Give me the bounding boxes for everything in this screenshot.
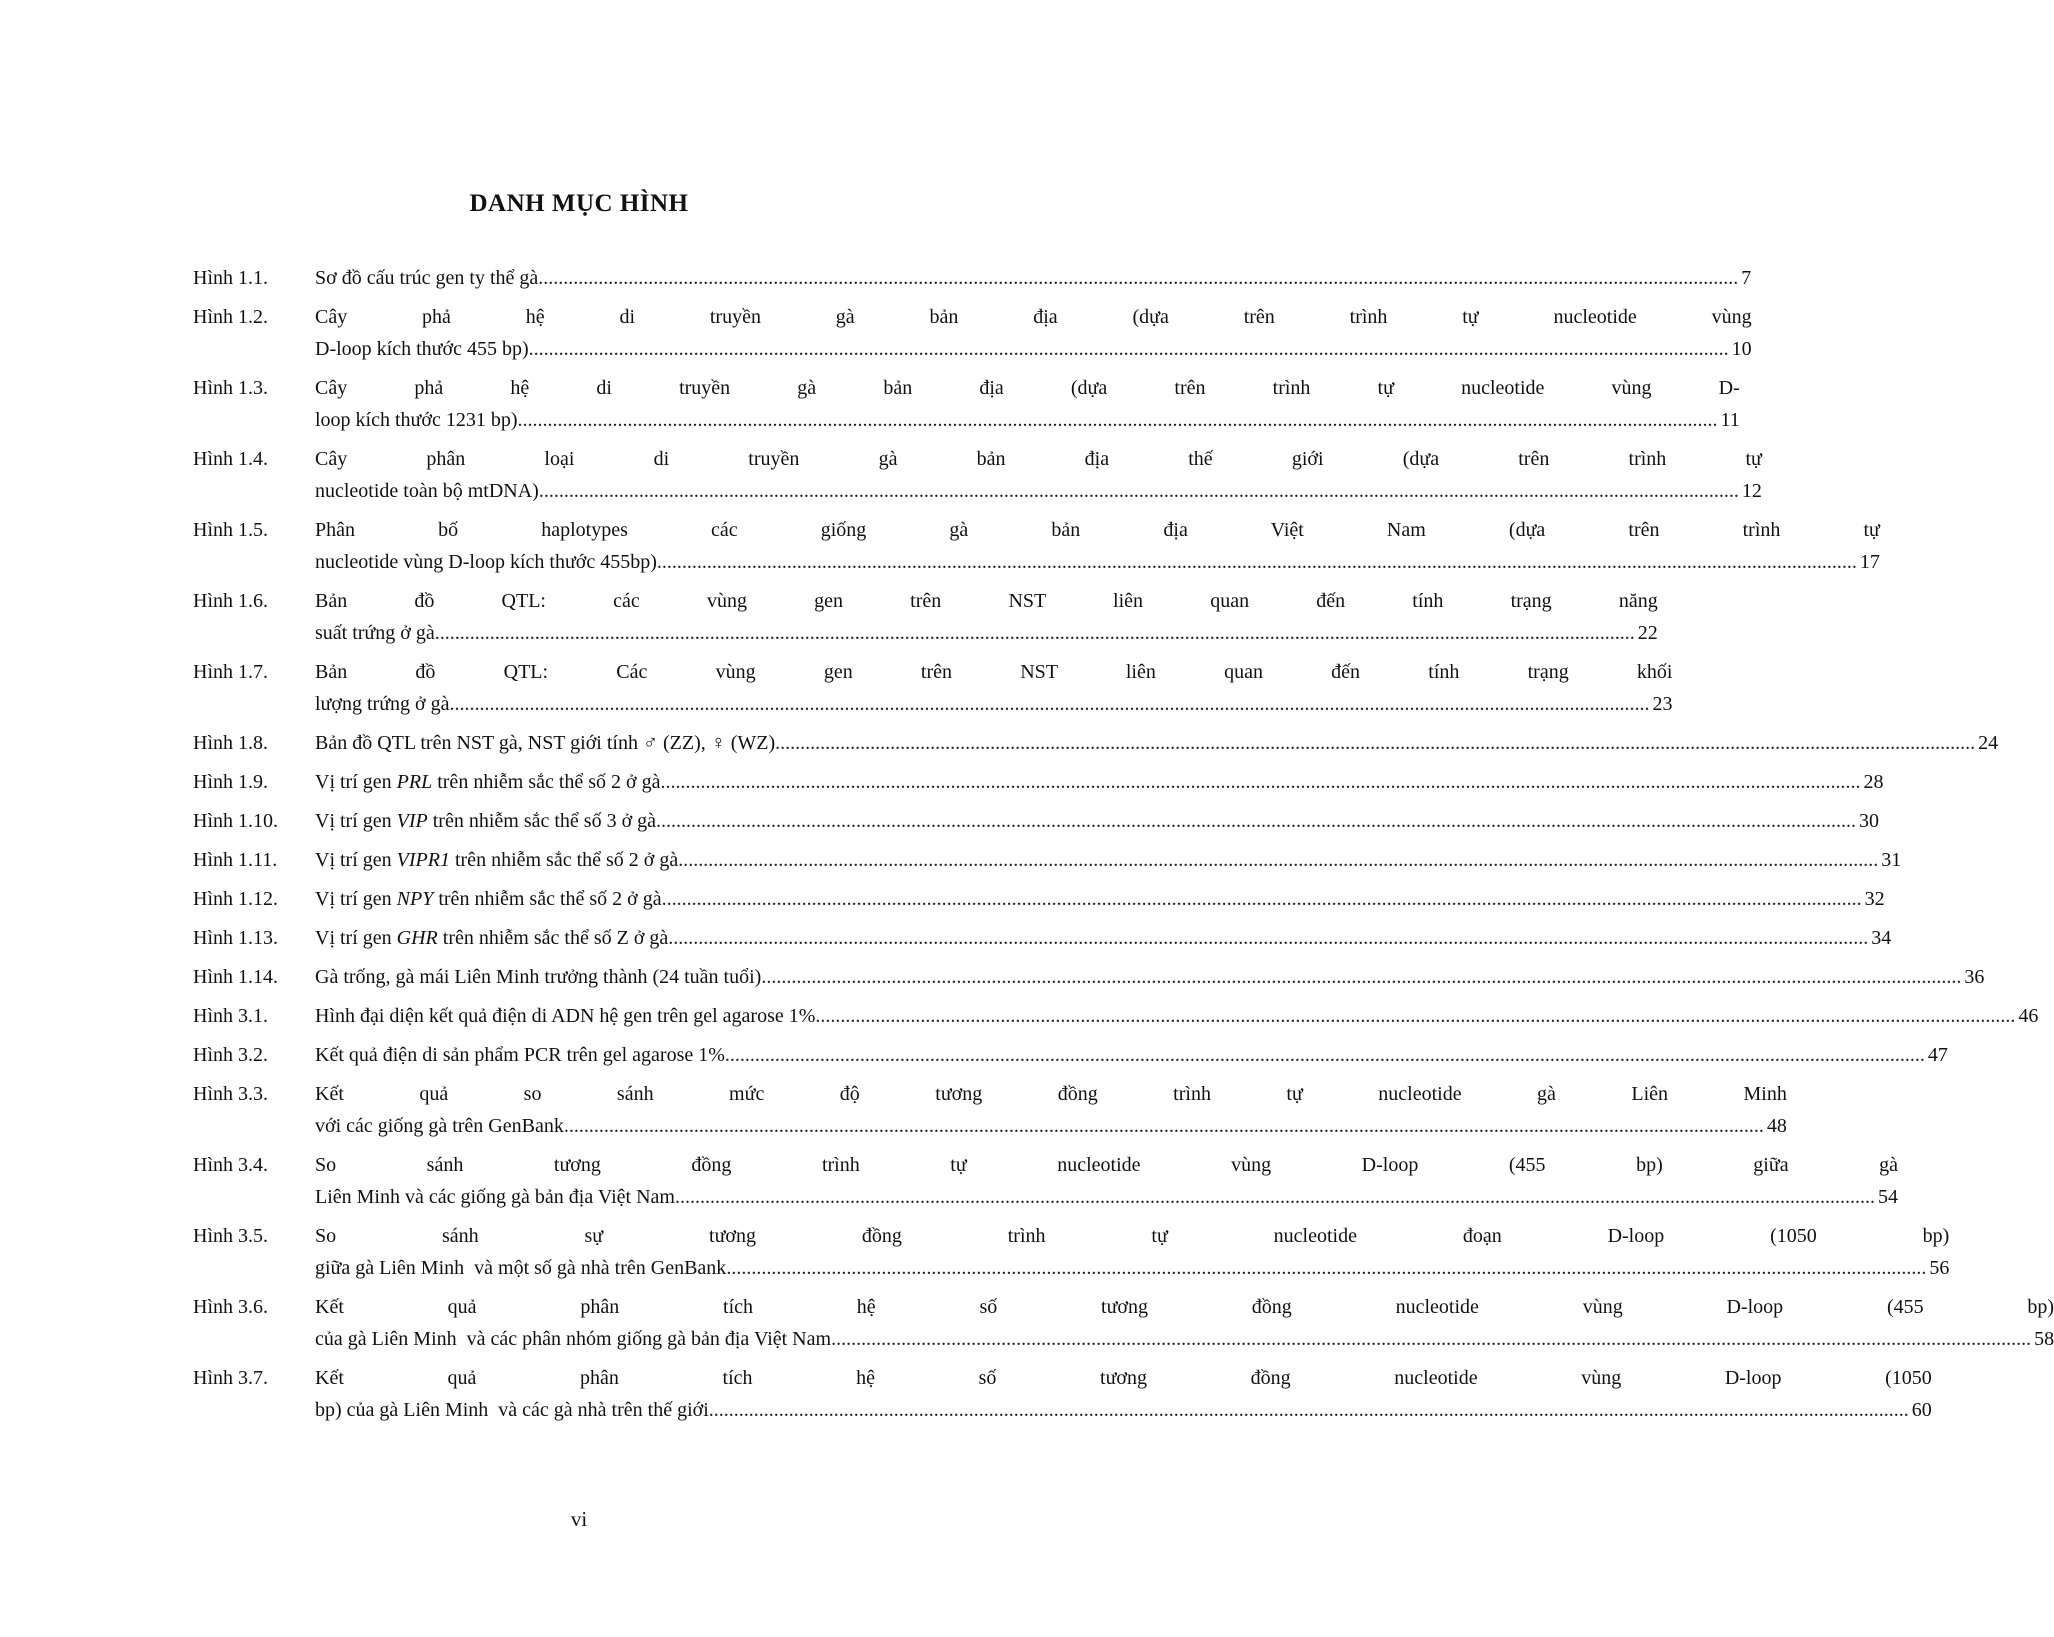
caption-last-line [315,883,1885,915]
dot-leader [678,844,1878,876]
caption-text [315,727,775,759]
figure-caption [315,262,1751,294]
figure-label: Hình 1.8. [193,732,268,754]
figure-caption [315,727,1998,759]
caption-segment: trên nhiễm sắc thể số 2 ở gà [432,771,661,793]
figure-label: Hình 1.2. [193,306,268,328]
figure-label: Hình 1.11. [193,849,278,871]
page-ref: 48 [1766,1115,1787,1137]
caption-segment: Sơ đồ cấu trúc gen ty thể gà [315,267,539,289]
figure-caption [315,372,1740,436]
page-ref: 10 [1731,338,1752,360]
caption-segment: giữa gà Liên Minh và một số gà nhà trên GenBank [315,1257,727,1279]
figure-entry[interactable] [193,1149,1898,1213]
caption-text [315,546,657,578]
page-ref: 24 [1978,732,1999,754]
dot-leader [675,1181,1875,1213]
figure-caption [315,585,1658,649]
page-ref: 28 [1863,771,1884,793]
page-ref: 7 [1741,267,1752,289]
figure-label: Hình 1.12. [193,888,278,910]
figure-label: Hình 1.4. [193,448,268,470]
caption-text [315,333,529,365]
caption-last-line [315,805,1879,837]
figure-caption [315,883,1885,915]
gene-name: VIP [396,810,428,832]
caption-text [315,617,435,649]
page-ref: 17 [1859,551,1880,573]
figure-caption [315,1039,1948,1071]
dot-leader [709,1394,1909,1426]
figure-label: Hình 1.7. [193,661,268,683]
figure-entry[interactable] [193,1000,2039,1032]
figure-entry[interactable] [193,443,1762,507]
caption-line: Cây phả hệ di truyền gà bản địa (dựa trên trình tự nucleotide vùng D- [315,377,1740,399]
caption-line: Bản đồ QTL: Các vùng gen trên NST liên quan đến tính trạng khối [315,661,1673,683]
figure-label: Hình 3.4. [193,1154,268,1176]
dot-leader [726,1252,1926,1284]
caption-segment: Liên Minh và các giống gà bản địa Việt Nam [315,1186,675,1208]
page-ref: 47 [1927,1044,1948,1066]
figure-caption [315,1000,2038,1032]
figure-label: Hình 1.14. [193,966,278,988]
figure-caption [315,1078,1787,1142]
dot-leader [775,727,1975,759]
caption-segment: suất trứng ở gà [315,622,435,644]
figure-entry[interactable] [193,1291,2054,1355]
caption-last-line [315,1110,1787,1142]
page-number: vi [570,1507,588,1531]
caption-last-line [315,333,1752,365]
caption-text [315,688,449,720]
dot-leader [529,333,1729,365]
figure-label: Hình 3.1. [193,1005,268,1027]
page-ref: 32 [1864,888,1885,910]
figure-entry[interactable] [193,585,1658,649]
figure-caption [315,1362,1932,1426]
caption-segment: Vị trí gen [315,888,397,910]
gene-name: NPY [396,888,434,910]
figure-caption [315,1220,1949,1284]
figure-entry[interactable] [193,656,1673,720]
dot-leader [831,1323,2031,1355]
caption-line: So sánh sự tương đồng trình tự nucleotide đoạn D-loop (1050 bp) [315,1225,1950,1247]
dot-leader [668,922,1868,954]
figure-entry[interactable] [193,1362,1932,1426]
figure-entry[interactable] [193,1078,1787,1142]
figure-caption [315,805,1879,837]
figure-caption [315,443,1762,507]
page-title: DANH MỤC HÌNH [469,190,689,217]
figure-label: Hình 1.1. [193,267,268,289]
caption-last-line [315,617,1658,649]
figure-entry[interactable] [193,262,1752,294]
gene-name: VIPR1 [396,849,450,871]
caption-text [315,1000,815,1032]
figure-label: Hình 3.7. [193,1367,268,1389]
dot-leader [656,805,1856,837]
caption-last-line [315,922,1891,954]
dot-leader [539,475,1739,507]
page-ref: 31 [1881,849,1902,871]
figure-label: Hình 3.6. [193,1296,268,1318]
figure-list [193,262,2054,1433]
caption-segment: Vị trí gen [315,927,397,949]
caption-segment: nucleotide vùng D-loop kích thước 455bp) [315,551,657,573]
dot-leader [661,766,1861,798]
figure-label: Hình 3.3. [193,1083,268,1105]
figure-caption [315,656,1672,720]
caption-segment: trên nhiễm sắc thể số 2 ở gà [449,849,679,871]
figure-entry[interactable] [193,766,1884,798]
figure-entry[interactable] [193,922,1892,954]
dot-leader [435,617,1635,649]
dot-leader [449,688,1649,720]
caption-line: Bản đồ QTL: các vùng gen trên NST liên quan đến tính trạng năng [315,590,1658,612]
caption-text [315,1110,564,1142]
caption-text [315,922,668,954]
figure-entry[interactable] [193,805,1880,837]
caption-last-line [315,1039,1948,1071]
figure-entry[interactable] [193,1039,1948,1071]
caption-line: So sánh tương đồng trình tự nucleotide vùng D-loop (455 bp) giữa gà [315,1154,1898,1176]
page-ref: 23 [1652,693,1673,715]
caption-last-line [315,475,1762,507]
caption-last-line [315,1181,1898,1213]
caption-line: Kết quả phân tích hệ số tương đồng nucleotide vùng D-loop (455 bp) [315,1296,2054,1318]
dot-leader [761,961,1961,993]
caption-last-line [315,262,1751,294]
figure-entry[interactable] [193,961,1985,993]
page-ref: 58 [2034,1328,2054,1350]
caption-segment: trên nhiễm sắc thể số 2 ở gà [433,888,662,910]
dot-leader [725,1039,1925,1071]
dot-leader [815,1000,2015,1032]
figure-caption [315,961,1984,993]
caption-segment: bp) của gà Liên Minh và các gà nhà trên thế giới [315,1399,709,1421]
figure-entry[interactable] [193,844,1902,876]
figure-entry[interactable] [193,1220,1950,1284]
figure-caption [315,766,1884,798]
caption-last-line [315,404,1740,436]
dot-leader [564,1110,1764,1142]
caption-segment: Kết quả điện di sản phẩm PCR trên gel agarose 1% [315,1044,725,1066]
gene-name: PRL [396,771,433,793]
caption-last-line [315,1394,1932,1426]
page-ref: 11 [1720,409,1740,431]
figure-entry[interactable] [193,883,1885,915]
caption-last-line [315,766,1884,798]
figure-entry[interactable] [193,514,1880,578]
caption-last-line [315,844,1901,876]
caption-segment: trên nhiễm sắc thể số Z ở gà [437,927,669,949]
figure-label: Hình 1.6. [193,590,268,612]
caption-line: Cây phân loại di truyền gà bản địa thế giới (dựa trên trình tự [315,448,1762,470]
caption-last-line [315,688,1672,720]
caption-text [315,766,661,798]
caption-text [315,1394,709,1426]
caption-line: Kết quả phân tích hệ số tương đồng nucleotide vùng D-loop (1050 [315,1367,1932,1389]
dot-leader [657,546,1857,578]
figure-entry[interactable] [193,301,1752,365]
figure-caption [315,514,1880,578]
figure-label: Hình 1.5. [193,519,268,541]
gene-name: GHR [396,927,438,949]
caption-segment: của gà Liên Minh và các phân nhóm giống gà bản địa Việt Nam [315,1328,832,1350]
page-ref: 22 [1637,622,1658,644]
figure-caption [315,922,1891,954]
page-ref: 36 [1964,966,1985,988]
caption-last-line [315,961,1984,993]
caption-text [315,475,539,507]
caption-segment: Vị trí gen [315,810,397,832]
figure-label: Hình 3.2. [193,1044,268,1066]
caption-last-line [315,1323,2054,1355]
page-ref: 34 [1871,927,1892,949]
caption-line: Kết quả so sánh mức độ tương đồng trình tự nucleotide gà Liên Minh [315,1083,1787,1105]
caption-text [315,262,538,294]
page-ref: 12 [1741,480,1762,502]
caption-segment: trên nhiễm sắc thể số 3 ở gà [427,810,657,832]
caption-segment: D-loop kích thước 455 bp) [315,338,529,360]
dot-leader [538,262,1738,294]
caption-segment: Hình đại diện kết quả điện di ADN hệ gen trên gel agarose 1% [315,1005,816,1027]
caption-last-line [315,727,1998,759]
caption-segment: nucleotide toàn bộ mtDNA) [315,480,539,502]
caption-text [315,844,678,876]
figure-caption [315,844,1901,876]
caption-text [315,805,656,837]
figure-entry[interactable] [193,727,1999,759]
page-ref: 56 [1929,1257,1950,1279]
figure-caption [315,1291,2054,1355]
caption-text [315,404,518,436]
figure-entry[interactable] [193,372,1740,436]
caption-segment: Gà trống, gà mái Liên Minh trưởng thành (24 tuần tuổi) [315,966,762,988]
caption-line: Cây phả hệ di truyền gà bản địa (dựa trên trình tự nucleotide vùng [315,306,1752,328]
caption-text [315,883,662,915]
caption-segment: với các giống gà trên GenBank [315,1115,564,1137]
figure-caption [315,1149,1898,1213]
figure-label: Hình 3.5. [193,1225,268,1247]
figure-label: Hình 1.10. [193,810,278,832]
page-ref: 60 [1911,1399,1932,1421]
caption-text [315,1039,725,1071]
caption-last-line [315,1252,1949,1284]
caption-line: Phân bố haplotypes các giống gà bản địa Việt Nam (dựa trên trình tự [315,519,1880,541]
figure-label: Hình 1.13. [193,927,278,949]
page-ref: 54 [1878,1186,1898,1208]
dot-leader [518,404,1718,436]
caption-text [315,1181,675,1213]
figure-label: Hình 1.3. [193,377,268,399]
caption-text [315,1252,726,1284]
caption-last-line [315,546,1880,578]
caption-segment: Bản đồ QTL trên NST gà, NST giới tính ♂ (ZZ), ♀ (WZ) [315,732,776,754]
caption-text [315,961,761,993]
caption-text [315,1323,831,1355]
figure-label: Hình 1.9. [193,771,268,793]
caption-segment: Vị trí gen [315,771,397,793]
caption-segment: lượng trứng ở gà [315,693,450,715]
page-ref: 46 [2018,1005,2039,1027]
page-ref: 30 [1859,810,1880,832]
dot-leader [662,883,1862,915]
caption-segment: Vị trí gen [315,849,397,871]
figure-caption [315,301,1752,365]
caption-segment: loop kích thước 1231 bp) [315,409,518,431]
caption-last-line [315,1000,2038,1032]
